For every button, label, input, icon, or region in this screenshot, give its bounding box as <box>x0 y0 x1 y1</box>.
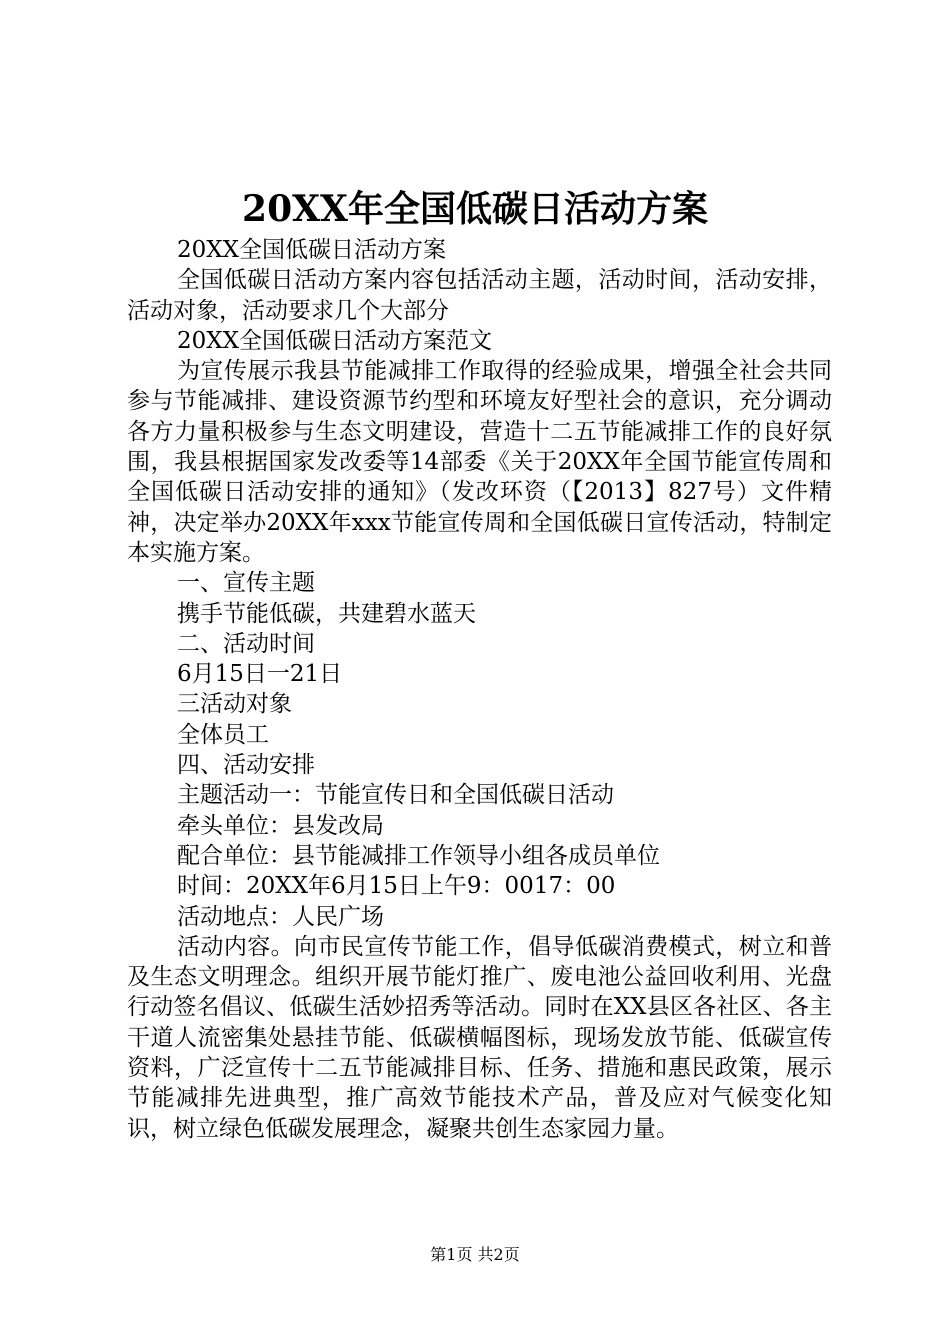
paragraph-activity-time: 时间：20XX年6月15日上午9：0017：00 <box>177 873 616 900</box>
paragraph-subtitle: 20XX全国低碳日活动方案 <box>177 237 447 263</box>
paragraph-activity-one: 主题活动一：节能宣传日和全国低碳日活动 <box>177 782 614 809</box>
paragraph-time: 6月15日一21日 <box>177 661 343 688</box>
paragraph-background: 为宣传展示我县节能减排工作取得的经验成果，增强全社会共同参与节能减排、建设资源节约型和环境友好型社会的意识，充分调动各方力量积极参与生态文明建设，营造十二五节能减排工作的良好氛围，我县根据国家发改委等14部委《关于20XX年全国节能宣传周和全国低碳日活动安排的通知》（发改环资（【2013】827号）文件精神，决定举办20XX年xxx节能宣传周和全国低碳日宣传活动，特制定本实施方案。 <box>127 358 832 566</box>
document-title: 20XX年全国低碳日活动方案 <box>242 188 708 230</box>
document-body <box>127 235 832 1144</box>
paragraph-support-unit: 配合单位：县节能减排工作领导小组各成员单位 <box>177 842 660 869</box>
section-heading-arrangement: 四、活动安排 <box>177 752 315 779</box>
paragraph-content: 活动内容。向市民宣传节能工作，倡导低碳消费模式，树立和普及生态文明理念。组织开展节能灯推广、废电池公益回收利用、光盘行动签名倡议、低碳生活妙招秀等活动。同时在XX县区各社区、各主干道人流密集处悬挂节能、低碳横幅图标，现场发放节能、低碳宣传资料，广泛宣传十二五节能减排目标、任务、措施和惠民政策，展示节能减排先进典型，推广高效节能技术产品，普及应对气候变化知识，树立绿色低碳发展理念，凝聚共创生态家园力量。 <box>127 933 832 1142</box>
paragraph-intro: 全国低碳日活动方案内容包括活动主题，活动时间，活动安排，活动对象，活动要求几个大部分 <box>127 267 832 324</box>
paragraph-audience: 全体员工 <box>177 721 269 748</box>
page-footer: 第1页 共2页 <box>430 1245 520 1264</box>
paragraph-lead-unit: 牵头单位：县发改局 <box>177 812 384 839</box>
paragraph-location: 活动地点：人民广场 <box>177 903 384 930</box>
section-heading-time: 二、活动时间 <box>177 630 315 657</box>
paragraph-sample-heading: 20XX全国低碳日活动方案范文 <box>177 327 493 354</box>
section-heading-audience: 三活动对象 <box>177 691 292 718</box>
paragraph-theme: 携手节能低碳，共建碧水蓝天 <box>177 600 476 627</box>
section-heading-theme: 一、宣传主题 <box>177 570 315 597</box>
